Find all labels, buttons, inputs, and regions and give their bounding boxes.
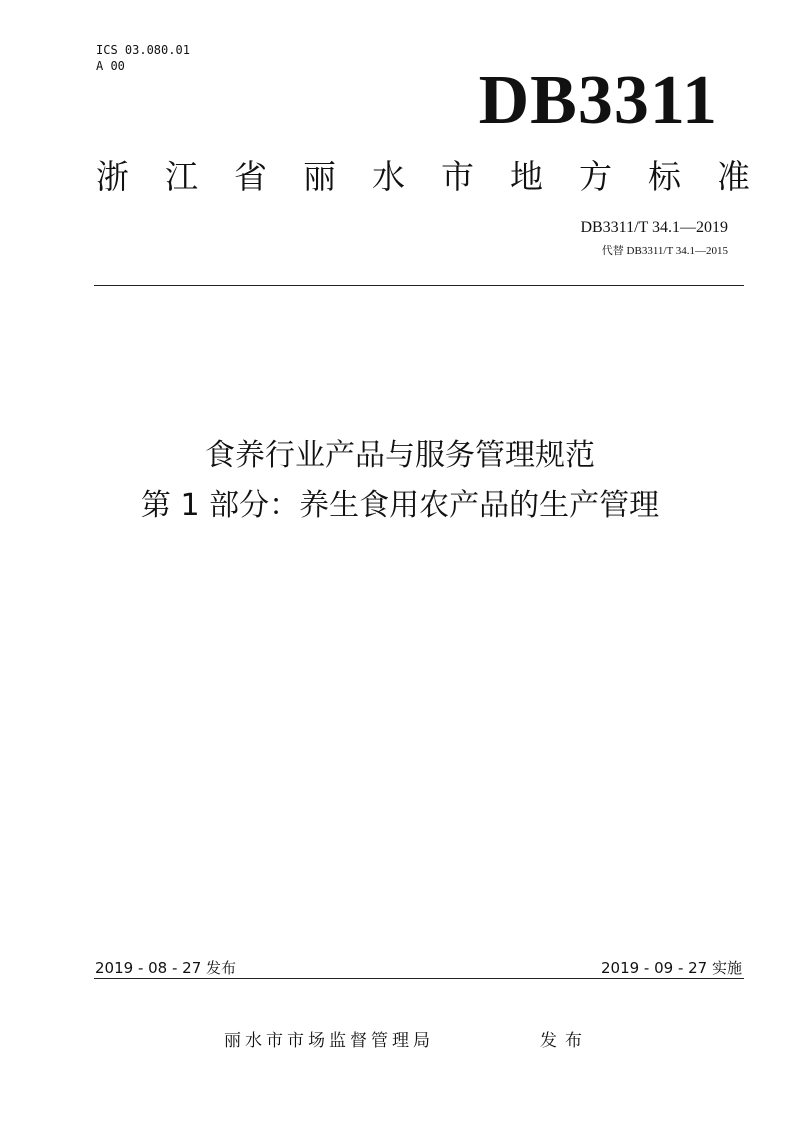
issue-date: 2019 - 08 - 27 发布 [95, 959, 237, 977]
replaces-note: 代替 DB3311/T 34.1—2015 [601, 245, 728, 257]
issuing-authority: 丽水市市场监督管理局 [224, 1031, 434, 1051]
title-char: 标 [648, 157, 681, 196]
title-char: 省 [234, 157, 267, 196]
title-line-1: 食养行业产品与服务管理规范 [205, 438, 595, 473]
standard-number: DB3311/T 34.1—2019 [580, 219, 728, 236]
ccs-number: A 00 [96, 59, 125, 73]
footer-divider [94, 978, 744, 979]
title-char: 准 [717, 157, 750, 196]
document-title [0, 432, 800, 530]
title-char: 水 [372, 157, 405, 196]
ics-number: ICS 03.080.01 [96, 43, 190, 57]
implementation-date: 2019 - 09 - 27 实施 [600, 959, 742, 977]
standard-type-title [96, 155, 750, 199]
standard-code: DB3311 [478, 62, 718, 139]
title-char: 丽 [303, 157, 336, 196]
title-char: 市 [441, 157, 474, 196]
title-char: 江 [165, 157, 198, 196]
issue-label: 发布 [540, 1031, 590, 1051]
title-char: 方 [579, 157, 612, 196]
title-line-2: 第 1 部分：养生食用农产品的生产管理 [140, 488, 660, 523]
title-char: 地 [510, 157, 543, 196]
classification-block [96, 42, 190, 74]
header-divider [94, 285, 744, 286]
title-char: 浙 [96, 157, 129, 196]
